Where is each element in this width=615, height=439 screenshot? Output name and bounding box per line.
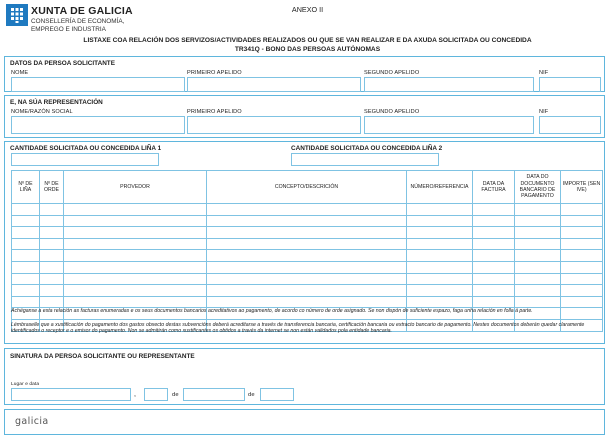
table-cell[interactable]: [561, 273, 603, 285]
representative-name-field[interactable]: [11, 116, 185, 134]
table-cell[interactable]: [64, 238, 207, 250]
amount-line1-field[interactable]: [11, 153, 159, 166]
department-line-2: EMPREGO E INDUSTRIA: [31, 26, 106, 33]
table-cell[interactable]: [515, 238, 561, 250]
services-section: [4, 141, 605, 344]
table-cell[interactable]: [473, 227, 515, 239]
table-cell[interactable]: [40, 296, 64, 308]
table-cell[interactable]: [12, 296, 40, 308]
form-title: LISTAXE COA RELACIÓN DOS SERVIZOS/ACTIVIDADES REALIZADOS OU QUE SE VAN REALIZAR E DA AXUDA SOLICITADA OU CONCEDIDA: [83, 37, 532, 44]
table-cell[interactable]: [407, 261, 473, 273]
table-cell[interactable]: [207, 273, 407, 285]
de-separator-1: de: [172, 392, 179, 398]
table-cell[interactable]: [12, 238, 40, 250]
galicia-brand: galicia: [15, 416, 49, 427]
table-cell[interactable]: [207, 238, 407, 250]
day-field[interactable]: [144, 388, 168, 401]
table-cell[interactable]: [473, 238, 515, 250]
table-row: [12, 250, 603, 262]
table-cell[interactable]: [561, 250, 603, 262]
year-field[interactable]: [260, 388, 294, 401]
table-cell[interactable]: [207, 285, 407, 297]
table-cell[interactable]: [207, 204, 407, 216]
col-header-order-number: Nº DE ORDE: [40, 171, 64, 204]
representative-section: [4, 95, 605, 138]
table-cell[interactable]: [515, 215, 561, 227]
table-cell[interactable]: [473, 250, 515, 262]
table-cell[interactable]: [12, 204, 40, 216]
table-cell[interactable]: [40, 273, 64, 285]
table-cell[interactable]: [12, 261, 40, 273]
table-cell[interactable]: [473, 296, 515, 308]
representative-section-title: E, NA SÚA REPRESENTACIÓN: [10, 99, 103, 106]
table-cell[interactable]: [515, 261, 561, 273]
applicant-surname2-field[interactable]: [364, 77, 534, 92]
representative-surname2-label: SEGUNDO APELIDO: [364, 109, 420, 115]
applicant-nif-label: NIF: [539, 70, 549, 76]
table-cell[interactable]: [515, 227, 561, 239]
table-cell[interactable]: [561, 204, 603, 216]
table-cell[interactable]: [207, 296, 407, 308]
department-line-1: CONSELLERÍA DE ECONOMÍA,: [31, 18, 125, 25]
table-cell[interactable]: [64, 285, 207, 297]
applicant-name-label: NOME: [11, 70, 29, 76]
table-cell[interactable]: [561, 227, 603, 239]
table-row: [12, 285, 603, 297]
table-cell[interactable]: [561, 261, 603, 273]
table-cell[interactable]: [515, 285, 561, 297]
footer-bar: [4, 409, 605, 435]
col-header-provider: PROVEDOR: [64, 171, 207, 204]
col-header-line-number: Nº DE LIÑA: [12, 171, 40, 204]
month-field[interactable]: [183, 388, 245, 401]
table-cell[interactable]: [473, 261, 515, 273]
amount-line1-label: CANTIDADE SOLICITADA OU CONCEDIDA LIÑA 1: [10, 145, 162, 152]
col-header-reference: NÚMERO/REFERENCIA: [407, 171, 473, 204]
table-cell[interactable]: [12, 250, 40, 262]
place-field[interactable]: [11, 388, 131, 401]
table-cell[interactable]: [64, 215, 207, 227]
applicant-section-title: DATOS DA PERSOA SOLICITANTE: [10, 60, 115, 67]
table-cell[interactable]: [515, 204, 561, 216]
table-row: [12, 215, 603, 227]
table-cell[interactable]: [515, 250, 561, 262]
table-row: [12, 273, 603, 285]
col-header-concept: CONCEPTO/DESCRICIÓN: [207, 171, 407, 204]
table-row: [12, 204, 603, 216]
table-cell[interactable]: [12, 273, 40, 285]
form-subtitle: TR341Q - BONO DAS PERSOAS AUTÓNOMAS: [234, 46, 381, 53]
representative-nif-field[interactable]: [539, 116, 601, 134]
note-payment-justification: Lémbraselle que a xustificación do pagamento dos gastos obxecto destas subvencións deberá acreditarse a través de transferencia bancaria, certificación bancaria ou extracto bancario de pagamento. Nestes documentos deberán quedar claramente identificados o receptor e o emisor do pagamento. Non se admitirán como xustificantes os obtidos a través da internet se non están validados pola entidade bancaria.: [11, 322, 585, 335]
applicant-surname2-label: SEGUNDO APELIDO: [364, 70, 420, 76]
table-cell[interactable]: [515, 296, 561, 308]
amount-line2-label: CANTIDADE SOLICITADA OU CONCEDIDA LIÑA 2: [291, 145, 443, 152]
table-cell[interactable]: [40, 261, 64, 273]
annex-label: ANEXO II: [291, 5, 324, 14]
representative-surname1-field[interactable]: [187, 116, 361, 134]
table-cell[interactable]: [207, 227, 407, 239]
representative-nif-label: NIF: [539, 109, 549, 115]
representative-surname2-field[interactable]: [364, 116, 534, 134]
table-cell[interactable]: [407, 250, 473, 262]
table-cell[interactable]: [12, 227, 40, 239]
comma-separator: ,: [134, 391, 137, 398]
table-row: [12, 227, 603, 239]
table-cell[interactable]: [407, 215, 473, 227]
place-date-label: Lugar e data: [11, 382, 40, 387]
table-cell[interactable]: [407, 285, 473, 297]
table-cell[interactable]: [207, 215, 407, 227]
table-cell[interactable]: [64, 261, 207, 273]
table-cell[interactable]: [40, 285, 64, 297]
table-cell[interactable]: [12, 285, 40, 297]
table-cell[interactable]: [515, 273, 561, 285]
table-row: [12, 238, 603, 250]
table-cell[interactable]: [64, 296, 207, 308]
table-cell[interactable]: [561, 285, 603, 297]
applicant-surname1-label: PRIMEIRO APELIDO: [187, 70, 242, 76]
col-header-payment-date: DATA DO DOCUMENTO BANCARIO DE PAGAMENTO: [515, 171, 561, 204]
table-cell[interactable]: [40, 227, 64, 239]
table-cell[interactable]: [64, 250, 207, 262]
table-cell[interactable]: [561, 215, 603, 227]
logo-text: XUNTA DE GALICIA: [31, 5, 133, 17]
table-cell[interactable]: [40, 238, 64, 250]
table-cell[interactable]: [207, 250, 407, 262]
table-row: [12, 296, 603, 308]
table-cell[interactable]: [473, 285, 515, 297]
table-cell[interactable]: [407, 227, 473, 239]
table-cell[interactable]: [407, 273, 473, 285]
note-attachments: Achéganse a esta relación as facturas enumeradas e os seus documentos bancarios acreditativos ao pagamento, de acordo co número de orde asignado. Se non dispón de suficiente espazo, faga unha relación en folla á parte.: [11, 308, 533, 314]
representative-name-label: NOME/RAZÓN SOCIAL: [11, 109, 73, 115]
table-cell[interactable]: [407, 204, 473, 216]
applicant-nif-field[interactable]: [539, 77, 601, 92]
table-cell[interactable]: [561, 238, 603, 250]
table-cell[interactable]: [64, 273, 207, 285]
table-cell[interactable]: [40, 204, 64, 216]
table-cell[interactable]: [207, 261, 407, 273]
table-cell[interactable]: [473, 204, 515, 216]
table-cell[interactable]: [12, 215, 40, 227]
signature-section-title: SINATURA DA PERSOA SOLICITANTE OU REPRESENTANTE: [10, 353, 195, 360]
table-cell[interactable]: [473, 273, 515, 285]
amount-line2-field[interactable]: [291, 153, 439, 166]
table-cell[interactable]: [561, 296, 603, 308]
de-separator-2: de: [248, 392, 255, 398]
table-cell[interactable]: [407, 238, 473, 250]
signature-section: [4, 348, 605, 405]
table-cell[interactable]: [40, 250, 64, 262]
col-header-invoice-date: DATA DA FACTURA: [473, 171, 515, 204]
table-cell[interactable]: [64, 227, 207, 239]
table-cell[interactable]: [40, 215, 64, 227]
table-cell[interactable]: [64, 204, 207, 216]
table-cell[interactable]: [407, 296, 473, 308]
col-header-amount: IMPORTE (SEN IVE): [561, 171, 603, 204]
table-cell[interactable]: [473, 215, 515, 227]
representative-surname1-label: PRIMEIRO APELIDO: [187, 109, 242, 115]
table-row: [12, 261, 603, 273]
applicant-surname1-field[interactable]: [187, 77, 361, 92]
applicant-section: [4, 56, 605, 92]
applicant-name-field[interactable]: [11, 77, 185, 92]
